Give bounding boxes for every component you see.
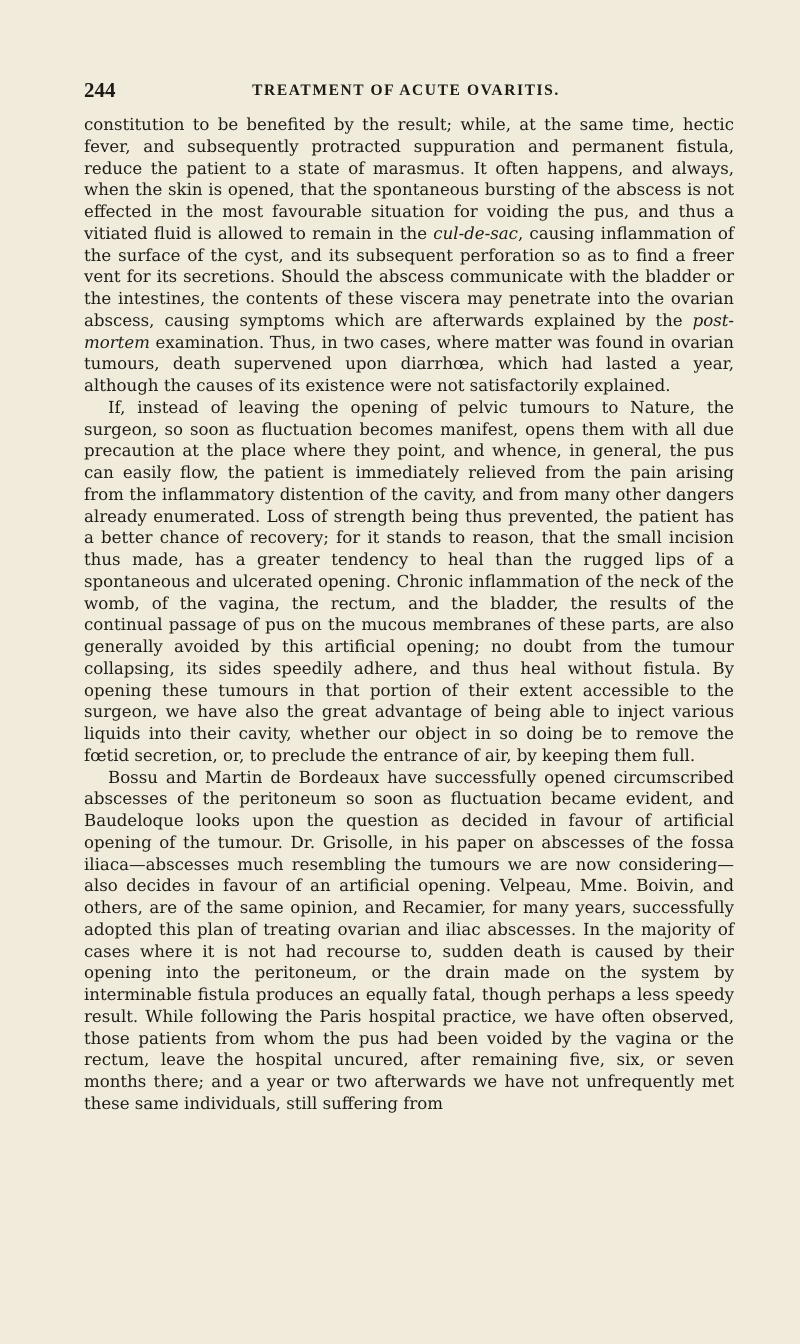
paragraph-1-text-2: , causing inflammation of the surface of the cyst, and its subsequent perforation so as to find a freer vent for its secretions. Should the abscess communicate with the bladder or the intestines, the contents of these viscera may penetrate into the ovarian abscess, causing symptoms which are afterwards explained by the xyxy=(84,223,734,330)
italic-term-post-mortem: post-mortem xyxy=(84,310,734,352)
page-number: 244 xyxy=(84,78,116,102)
paragraph-1-text-3: examination. Thus, in two cases, where matter was found in ovarian tumours, death supervened upon diarrhœa, which had lasted a year, although the causes of its existence were not satisfactorily explained. xyxy=(84,332,734,395)
paragraph-3: Bossu and Martin de Bordeaux have successfully opened circumscribed abscesses of the peritoneum so soon as fluctuation became evident, and Baudeloque looks upon the question as decided in favour of artificial opening of the tumour. Dr. Grisolle, in his paper on abscesses of the fossa iliaca—abscesses much resembling the tumours we are now considering—also decides in favour of an artificial opening. Velpeau, Mme. Boivin, and others, are of the same opinion, and Recamier, for many years, successfully adopted this plan of treating ovarian and iliac abscesses. In the majority of cases where it is not had recourse to, sudden death is caused by their opening into the peritoneum, or the drain made on the system by interminable fistula produces an equally fatal, though perhaps a less speedy result. While following the Paris hospital practice, we have often observed, those patients from whom the pus had been voided by the vagina or the rectum, leave the hospital uncured, after remaining five, six, or seven months there; and a year or two afterwards we have not unfrequently met these same individuals, still suffering from xyxy=(84,767,734,1113)
running-head xyxy=(84,79,728,101)
body-text xyxy=(84,114,734,1115)
italic-term-cul-de-sac: cul-de-sac xyxy=(433,223,518,243)
paragraph-2: If, instead of leaving the opening of pelvic tumours to Nature, the surgeon, so soon as fluctuation becomes manifest, opens them with all due precaution at the place where they point, and whence, in general, the pus can easily flow, the patient is immediately relieved from the pain arising from the inflammatory distention of the cavity, and from many other dangers already enumerated. Loss of strength being thus prevented, the patient has a better chance of recovery; for it stands to reason, that the small incision thus made, has a greater tendency to heal than the rugged lips of a spontaneous and ulcerated opening. Chronic inflammation of the neck of the womb, of the vagina, the rectum, and the bladder, the results of the continual passage of pus on the mucous membranes of these parts, are also generally avoided by this artificial opening; no doubt from the tumour collapsing, its sides speedily adhere, and thus heal without fistula. By opening these tumours in that portion of their extent accessible to the surgeon, we have also the great advantage of being able to inject various liquids into their cavity, whether our object in so doing be to remove the fœtid secretion, or, to preclude the entrance of air, by keeping them full. xyxy=(84,397,734,765)
paragraph-1-text-1: constitution to be benefited by the result; while, at the same time, hectic fever, and subsequently protracted suppuration and permanent fistula, reduce the patient to a state of marasmus. It often happens, and always, when the skin is opened, that the spontaneous bursting of the abscess is not effected in the most favourable situation for voiding the pus, and thus a vitiated fluid is allowed to remain in the xyxy=(84,115,734,243)
paragraph-1 xyxy=(84,114,734,397)
running-title: TREATMENT OF ACUTE OVARITIS. xyxy=(252,82,560,99)
